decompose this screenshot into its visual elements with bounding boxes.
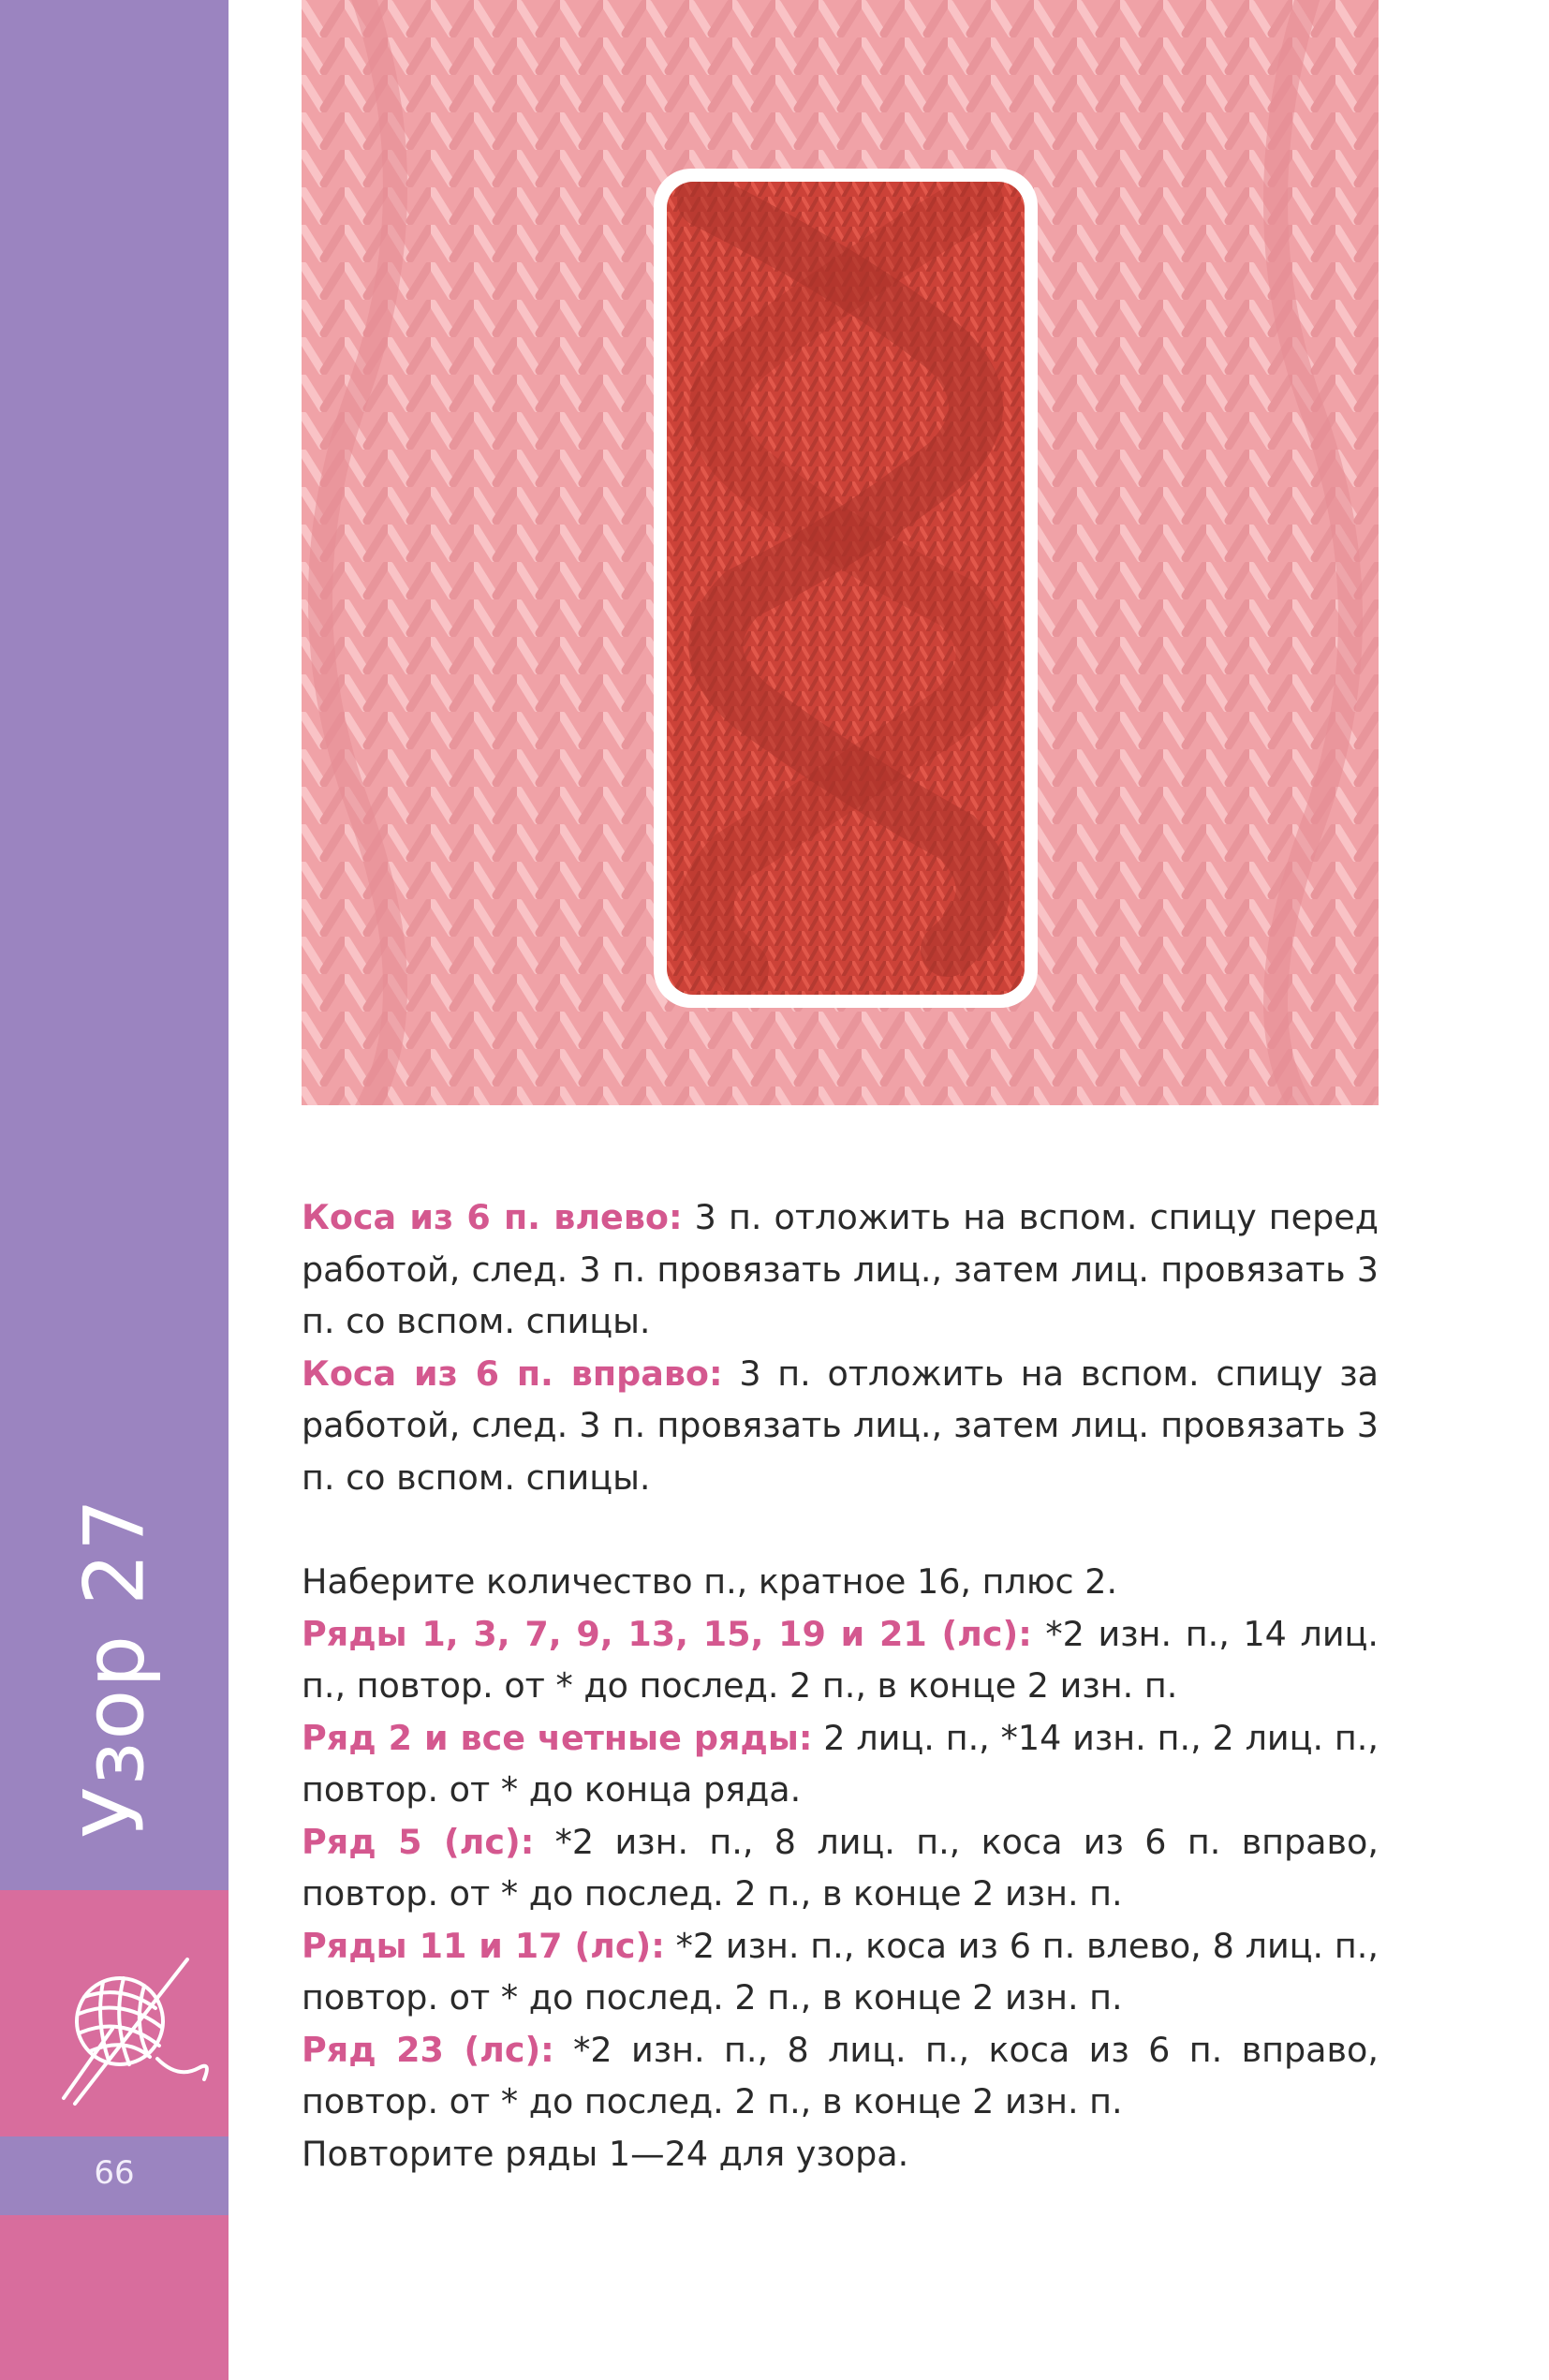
row-text: *2 изн. п., коса из 6 п. влево, 8 лиц. п., повтор. от * до послед. 2 п., в конце 2 изн. п. <box>302 1925 1379 2018</box>
right-cable-definition <box>302 1348 1379 1504</box>
page-number: 66 <box>94 2154 135 2192</box>
row-label: Ряды 11 и 17 (лс): <box>302 1925 665 1966</box>
row-label: Ряд 23 (лс): <box>302 2029 554 2070</box>
right-cable-label: Коса из 6 п. вправо: <box>302 1353 723 1394</box>
row-instruction <box>302 1816 1379 1920</box>
row-instruction <box>302 1712 1379 1816</box>
sidebar <box>0 0 229 2380</box>
sidebar-bottom-band <box>0 2215 229 2380</box>
pattern-title: Узор 27 <box>66 1496 163 1839</box>
row-text: 2 лиц. п., *14 изн. п., 2 лиц. п., повтор. от * до конца ряда. <box>302 1717 1379 1810</box>
row-text: *2 изн. п., 8 лиц. п., коса из 6 п. вправо, повтор. от * до послед. 2 п., в конце 2 изн. п. <box>302 1821 1379 1914</box>
row-text: *2 изн. п., 8 лиц. п., коса из 6 п. вправо, повтор. от * до послед. 2 п., в конце 2 изн. п. <box>302 2029 1379 2121</box>
left-cable-label: Коса из 6 п. влево: <box>302 1197 683 1237</box>
paragraph-gap <box>302 1503 1379 1556</box>
repeat-instruction: Повторите ряды 1—24 для узора. <box>302 2133 909 2174</box>
row-instruction <box>302 1608 1379 1712</box>
left-cable-definition <box>302 1191 1379 1348</box>
row-instruction <box>302 1920 1379 2024</box>
left-cable-text: 3 п. отложить на вспом. спицу перед работой, след. 3 п. провязать лиц., затем лиц. провязать 3 п. со вспом. спицы. <box>302 1197 1379 1341</box>
row-label: Ряд 2 и все четные ряды: <box>302 1717 813 1758</box>
row-text: *2 изн. п., 14 лиц. п., повтор. от * до послед. 2 п., в конце 2 изн. п. <box>302 1613 1379 1706</box>
yarn-ball-icon <box>47 1939 215 2107</box>
cast-on-instruction: Наберите количество п., кратное 16, плюс 2. <box>302 1561 1118 1602</box>
instructions <box>302 1191 1379 2180</box>
right-cable-text: 3 п. отложить на вспом. спицу за работой, след. 3 п. провязать лиц., затем лиц. провязать 3 п. со вспом. спицы. <box>302 1353 1379 1498</box>
row-label: Ряд 5 (лс): <box>302 1821 535 1862</box>
row-label: Ряды 1, 3, 7, 9, 13, 15, 19 и 21 (лс): <box>302 1613 1032 1654</box>
cable-swatch-photo <box>667 182 1025 995</box>
row-instruction <box>302 2024 1379 2128</box>
